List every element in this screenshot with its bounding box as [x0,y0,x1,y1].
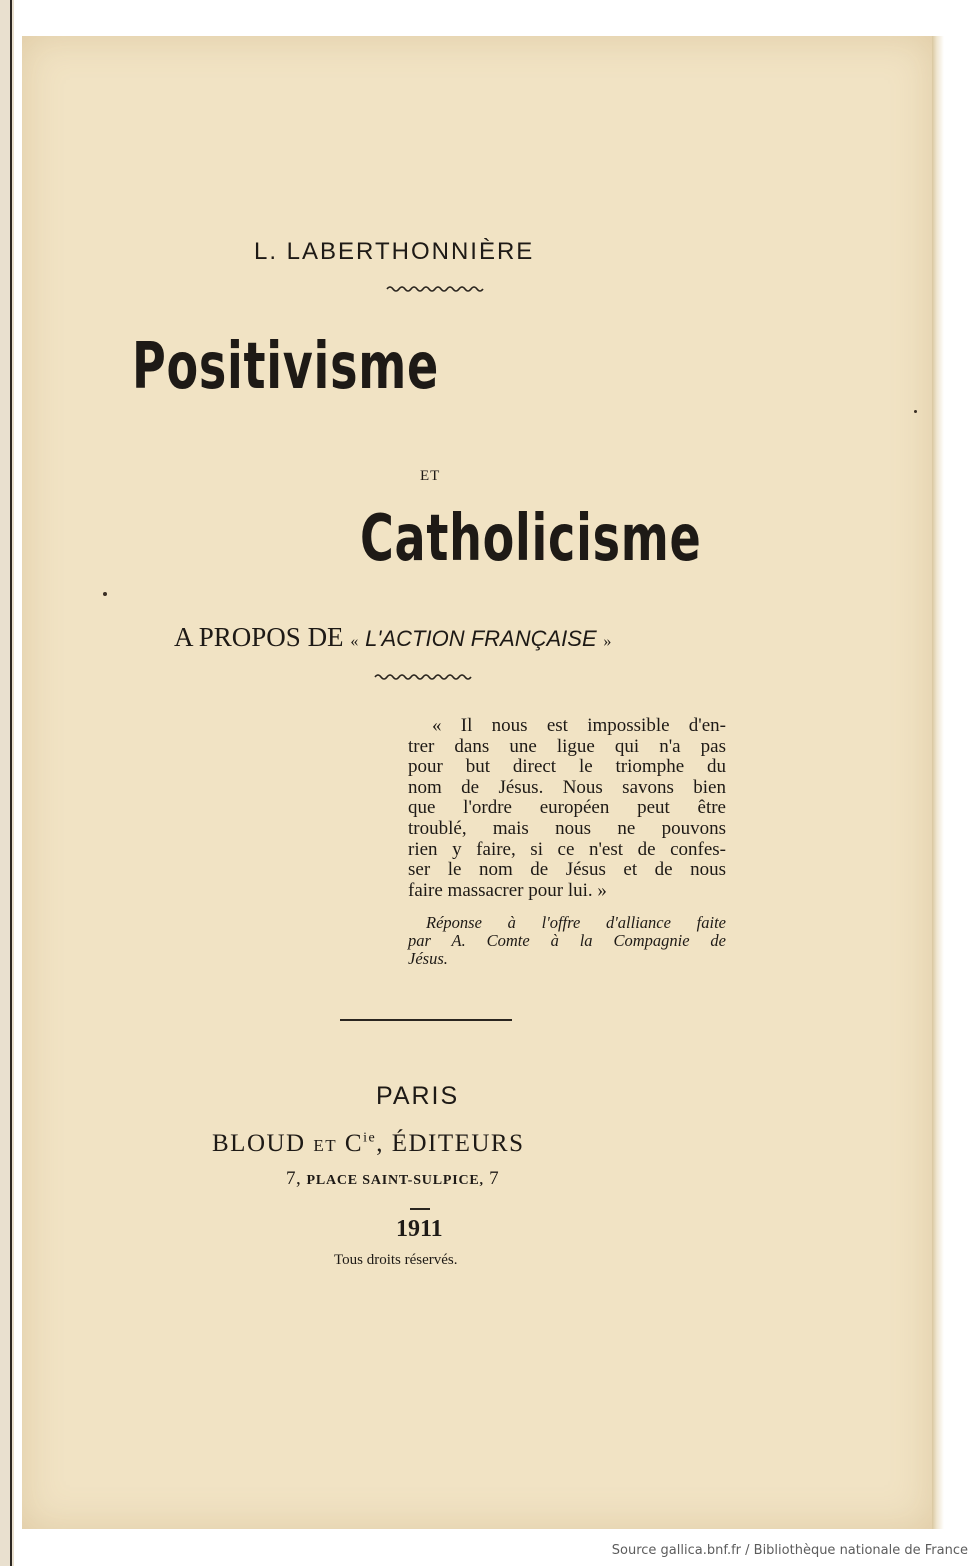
attribution-line: Jésus. [408,949,448,968]
epigraph-line: faire massacrer pour lui. » [408,879,607,901]
epigraph-line: nom de Jésus. Nous savons bien [408,776,726,798]
epigraph-line: ser le nom de Jésus et de nous [408,859,726,881]
attribution-line: Réponse à l'offre d'alliance faite [426,913,726,932]
year-dash [410,1208,430,1210]
publisher-co: C [344,1130,364,1157]
subtitle-a-propos [174,622,611,653]
publisher-co-superscript: ie [363,1130,377,1146]
paper-speck [914,410,917,413]
attribution-line: par A. Comte à la Compagnie de [408,931,726,950]
open-quote: « [350,633,359,650]
title-sub: Catholicisme [360,502,702,576]
author-name: L. LABERTHONNIÈRE [254,238,535,265]
imprint-year: 1911 [396,1216,443,1242]
rights-notice: Tous droits réservés. [334,1252,458,1268]
title-conjunction: ET [420,468,441,484]
imprint-publisher [212,1130,525,1158]
address-number: 7, [286,1168,302,1189]
epigraph-line: pour but direct le triomphe du [408,756,726,778]
subtitle-work: L'ACTION FRANÇAISE [365,626,597,651]
epigraph-line: trer dans une ligue qui n'a pas [408,735,726,757]
imprint-city: PARIS [376,1082,460,1110]
epigraph-quote [408,716,726,901]
epigraph-line: rien y faire, si ce n'est de confes- [408,838,726,860]
epigraph-line: que l'ordre européen peut être [408,797,726,819]
paper-speck [103,592,107,596]
epigraph-attribution [408,914,726,968]
title-main: Positivisme [132,330,439,404]
source-footer: Source gallica.bnf.fr / Bibliothèque nationale de France [611,1543,968,1558]
divider-rule [340,1019,512,1021]
publisher-role: , ÉDITEURS [376,1130,525,1157]
ornament-squiggle-middle [374,672,472,682]
page-edge-shadow [932,36,944,1529]
imprint-address [286,1168,499,1190]
page-gutter-line [10,0,12,1566]
subtitle-prefix: A PROPOS DE [174,622,344,652]
address-number: 7 [489,1168,500,1189]
close-quote: » [603,633,612,650]
epigraph-line: troublé, mais nous ne pouvons [408,817,726,839]
address-street: PLACE SAINT-SULPICE, [306,1173,484,1188]
ornament-squiggle-top [386,284,488,294]
publisher-et: ET [313,1136,338,1155]
publisher-name: BLOUD [212,1130,306,1157]
epigraph-line: « Il nous est impossible d'en- [432,715,726,736]
